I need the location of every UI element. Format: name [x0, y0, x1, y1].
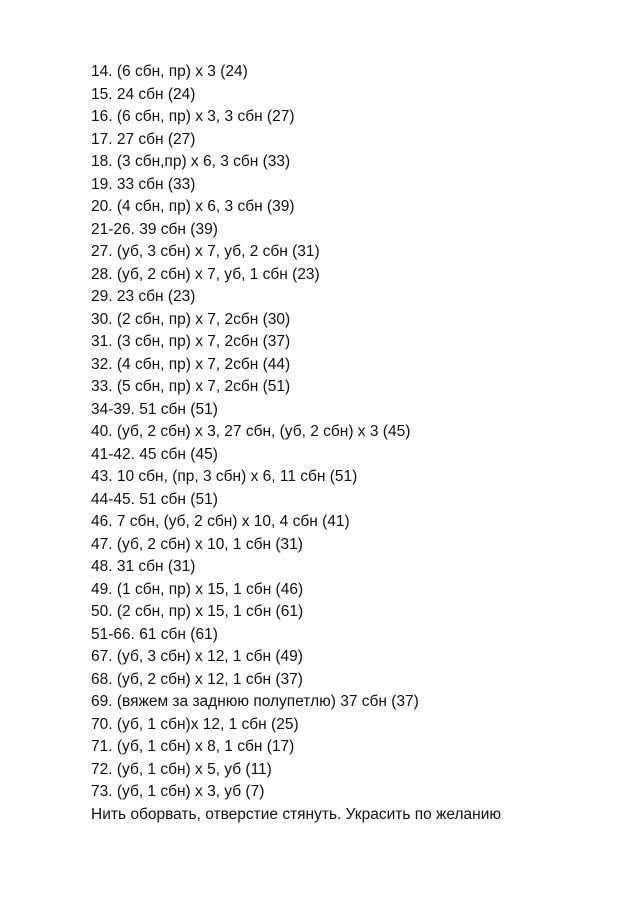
- pattern-row: 14. (6 сбн, пр) х 3 (24): [91, 63, 248, 80]
- pattern-row: 20. (4 сбн, пр) х 6, 3 сбн (39): [91, 198, 295, 215]
- pattern-row: 17. 27 сбн (27): [91, 130, 196, 148]
- pattern-row: 34-39. 51 сбн (51): [91, 400, 218, 418]
- pattern-row: 67. (уб, 3 сбн) х 12, 1 сбн (49): [91, 648, 303, 665]
- pattern-row: 48. 31 сбн (31): [91, 558, 196, 575]
- pattern-rows-list: [91, 61, 501, 826]
- pattern-row: 73. (уб, 1 сбн) х 3, уб (7): [91, 783, 265, 800]
- pattern-row: 72. (уб, 1 сбн) х 5, уб (11): [91, 760, 272, 778]
- finishing-instruction: Нить оборвать, отверстие стянуть. Украсить по желанию: [91, 805, 502, 823]
- pattern-row: 68. (уб, 2 сбн) х 12, 1 сбн (37): [91, 670, 303, 688]
- pattern-row: 49. (1 сбн, пр) х 15, 1 сбн (46): [91, 580, 304, 598]
- pattern-row: 71. (уб, 1 сбн) х 8, 1 сбн (17): [91, 738, 295, 755]
- pattern-row: 18. (3 сбн,пр) х 6, 3 сбн (33): [91, 153, 291, 170]
- pattern-row: 70. (уб, 1 сбн)х 12, 1 сбн (25): [91, 715, 299, 733]
- pattern-row: 50. (2 сбн, пр) х 15, 1 сбн (61): [91, 603, 304, 620]
- pattern-row: 47. (уб, 2 сбн) х 10, 1 сбн (31): [91, 535, 303, 553]
- pattern-row: 30. (2 сбн, пр) х 7, 2сбн (30): [91, 310, 291, 328]
- pattern-row: 28. (уб, 2 сбн) х 7, уб, 1 сбн (23): [91, 265, 320, 283]
- pattern-row: 16. (6 сбн, пр) х 3, 3 сбн (27): [91, 108, 295, 125]
- pattern-row: 51-66. 61 сбн (61): [91, 625, 218, 643]
- pattern-row: 19. 33 сбн (33): [91, 175, 196, 193]
- pattern-row: 40. (уб, 2 сбн) х 3, 27 сбн, (уб, 2 сбн) х 3 (45): [91, 423, 411, 440]
- pattern-row: 33. (5 сбн, пр) х 7, 2сбн (51): [91, 378, 291, 395]
- pattern-row: 31. (3 сбн, пр) х 7, 2сбн (37): [91, 333, 291, 350]
- pattern-row: 32. (4 сбн, пр) х 7, 2сбн (44): [91, 355, 291, 373]
- pattern-row: 29. 23 сбн (23): [91, 288, 196, 305]
- pattern-row: 43. 10 сбн, (пр, 3 сбн) х 6, 11 сбн (51): [91, 468, 358, 485]
- pattern-row: 15. 24 сбн (24): [91, 85, 196, 103]
- pattern-row: 41-42. 45 сбн (45): [91, 445, 218, 463]
- pattern-row: 21-26. 39 сбн (39): [91, 220, 218, 238]
- pattern-row: 46. 7 сбн, (уб, 2 сбн) х 10, 4 сбн (41): [91, 513, 350, 530]
- pattern-row: 27. (уб, 3 сбн) х 7, уб, 2 сбн (31): [91, 243, 320, 260]
- pattern-row: 44-45. 51 сбн (51): [91, 490, 218, 508]
- pattern-row: 69. (вяжем за заднюю полупетлю) 37 сбн (37): [91, 693, 419, 710]
